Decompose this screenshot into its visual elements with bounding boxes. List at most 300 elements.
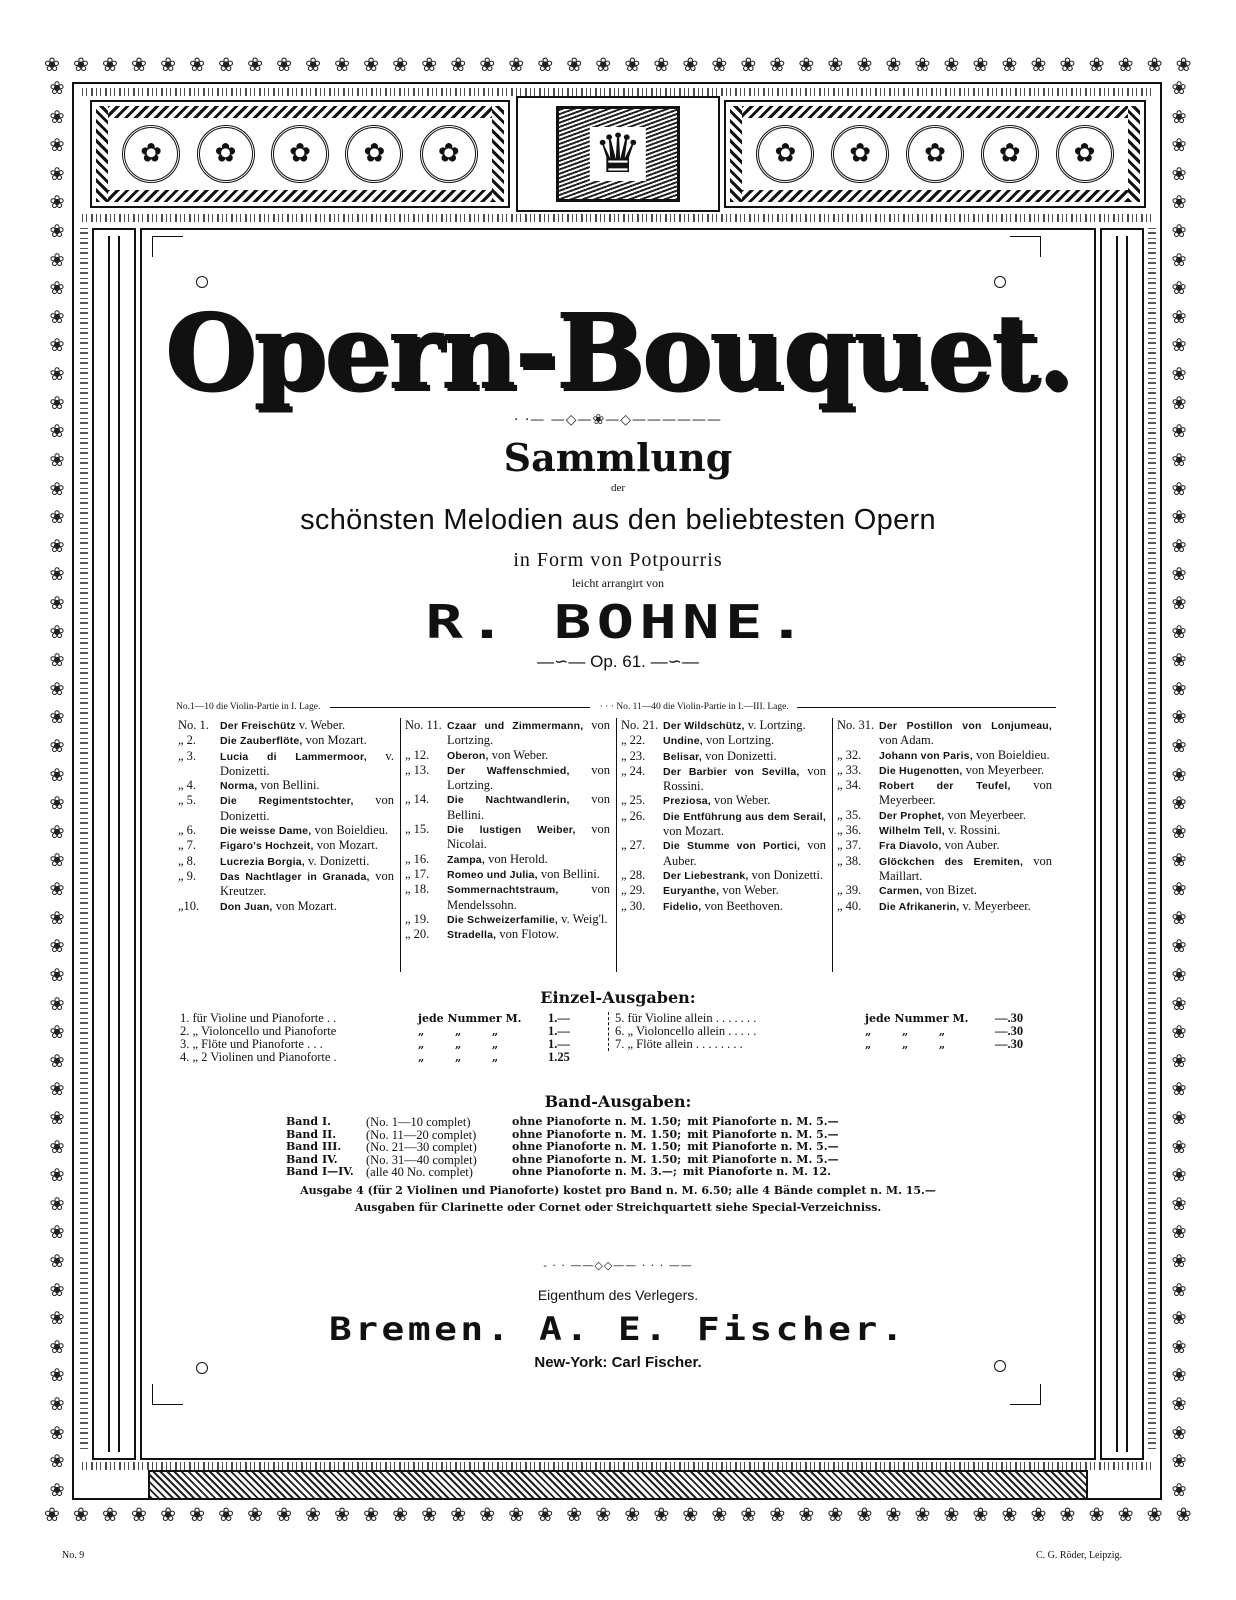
opera-item <box>621 883 826 898</box>
opus-number <box>0 652 1236 672</box>
opera-number: „ 38. <box>837 853 862 868</box>
scroll-rosette-icon <box>122 125 180 183</box>
subtitle-der: der <box>610 482 626 494</box>
opera-title: Zampa, <box>447 853 485 866</box>
opera-composer: von Nicolai. <box>447 822 610 852</box>
opera-number: „ 4. <box>178 778 197 793</box>
flower-icon: ❀ <box>160 54 176 76</box>
publisher-newyork: New-York: Carl Fischer. <box>534 1354 702 1371</box>
subtitle-arranged: leicht arrangirt von <box>572 576 664 590</box>
flower-icon: ❀ <box>49 936 65 958</box>
opera-item <box>405 748 610 763</box>
flower-icon: ❀ <box>595 54 612 76</box>
opera-item <box>178 733 394 748</box>
opera-composer: v. Weig'l. <box>558 911 608 926</box>
opus-dash-right: —∽— <box>645 652 699 671</box>
flower-icon: ❀ <box>595 1504 612 1526</box>
edition-per-number: „ „ „ <box>418 1051 499 1064</box>
edition-row <box>180 1012 600 1025</box>
opera-composer: v. Meyerbeer. <box>959 898 1031 913</box>
opera-item <box>621 718 826 733</box>
opera-entry <box>663 838 826 868</box>
opera-entry <box>663 868 826 883</box>
edition-row <box>180 1025 600 1038</box>
corner-bracket <box>1010 1384 1041 1405</box>
flower-icon: ❀ <box>1171 850 1187 872</box>
opera-title: Don Juan, <box>220 900 273 913</box>
flower-icon: ❀ <box>73 54 89 76</box>
flower-icon: ❀ <box>49 249 65 271</box>
band-range: (No. 11—20 complet) <box>366 1127 477 1142</box>
tick-strip-bottom <box>82 1462 1154 1470</box>
opera-entry <box>220 718 394 733</box>
opera-title: Czaar und Zimmermann, <box>447 720 584 732</box>
opera-entry <box>220 854 394 869</box>
opera-title: Oberon, <box>447 749 489 762</box>
edition-row <box>615 1038 1035 1051</box>
opera-number: „ 18. <box>405 882 430 897</box>
opera-entry <box>879 823 1052 838</box>
flower-icon: ❀ <box>1175 54 1192 76</box>
opera-title: Carmen, <box>879 885 923 898</box>
opera-item <box>621 809 826 839</box>
opera-composer: von Meyerbeer. <box>962 762 1045 777</box>
opera-composer: von Mozart. <box>313 838 378 853</box>
band-price-with: mit Pianoforte n. M. 12. <box>682 1165 831 1178</box>
band-range: (No. 31—40 complet) <box>366 1152 477 1167</box>
opera-title: Die weisse Dame, <box>220 825 312 838</box>
flower-icon: ❀ <box>1171 478 1187 500</box>
opera-title: Der Barbier von Sevilla, <box>663 765 800 778</box>
opera-composer: von Mozart. <box>663 824 725 839</box>
corner-bracket <box>152 1384 183 1405</box>
flower-icon: ❀ <box>1171 192 1187 214</box>
header-band-left <box>90 100 510 208</box>
opera-item <box>621 838 826 868</box>
opera-entry <box>447 867 610 882</box>
corner-bracket <box>1010 236 1041 257</box>
flower-icon: ❀ <box>49 1451 65 1473</box>
flower-icon: ❀ <box>363 1504 380 1526</box>
flower-icon: ❀ <box>1171 1308 1187 1330</box>
opera-title: Der Postillon von Lonjumeau, <box>879 720 1052 732</box>
opera-item <box>621 733 826 748</box>
flower-icon: ❀ <box>1171 592 1187 614</box>
edition-row <box>615 1012 1035 1025</box>
opera-composer: von Weber. <box>488 747 549 762</box>
edition-per-number: „ „ „ <box>865 1038 946 1051</box>
flower-icon: ❀ <box>49 449 65 471</box>
opera-number: „ 17. <box>405 866 430 881</box>
opera-title: Belisar, <box>663 750 702 763</box>
opera-composer: von Beethoven. <box>701 898 783 913</box>
flower-icon: ❀ <box>49 964 65 986</box>
band-name: Band II. <box>286 1127 337 1141</box>
opera-item <box>837 763 1052 778</box>
flower-icon: ❀ <box>798 1504 815 1526</box>
flower-icon: ❀ <box>711 54 728 76</box>
opera-item <box>405 852 610 867</box>
opera-number: „ 6. <box>178 823 197 838</box>
band-note-special: Ausgaben für Clarinette oder Cornet oder Streichquartett siehe Special-Verzeichniss. <box>354 1201 882 1214</box>
flower-icon: ❀ <box>102 1504 118 1526</box>
opera-column <box>400 718 610 972</box>
flower-icon: ❀ <box>49 306 65 328</box>
opera-item <box>405 912 610 927</box>
opera-entry <box>663 733 826 748</box>
opera-item <box>405 763 610 793</box>
corner-ring-icon <box>196 276 208 288</box>
opera-number: „ 7. <box>178 838 197 853</box>
flower-icon: ❀ <box>1171 1079 1187 1101</box>
scroll-rosette-icon <box>906 125 964 183</box>
rope-ornament <box>96 106 108 202</box>
scroll-ornaments <box>748 122 1122 186</box>
opera-entry <box>879 883 1052 898</box>
band-row <box>286 1141 839 1154</box>
scroll-ornaments <box>114 122 486 186</box>
opera-composer: von Bizet. <box>922 883 977 898</box>
flower-icon: ❀ <box>537 54 554 76</box>
flower-icon: ❀ <box>827 54 844 76</box>
flower-icon: ❀ <box>49 764 65 786</box>
flower-icon: ❀ <box>682 1504 699 1526</box>
edition-label: 3. „ Flöte und Pianoforte . . . <box>180 1038 323 1051</box>
flower-icon: ❀ <box>1030 54 1047 76</box>
opera-entry <box>220 749 394 779</box>
opera-entry <box>663 718 826 733</box>
flower-icon: ❀ <box>49 707 65 729</box>
flower-icon: ❀ <box>1171 135 1187 157</box>
scroll-rosette-icon <box>271 125 329 183</box>
opera-number: „ 12. <box>405 747 430 762</box>
opera-title: Wilhelm Tell, <box>879 825 945 838</box>
band-heading: Band-Ausgaben: <box>544 1092 692 1111</box>
flower-icon: ❀ <box>49 793 65 815</box>
opera-item <box>405 792 610 822</box>
flower-icon: ❀ <box>1171 278 1187 300</box>
band-range: (No. 21—30 complet) <box>366 1140 477 1154</box>
flower-border-bottom <box>44 1502 1192 1528</box>
opera-title: Der Freischütz <box>220 720 296 732</box>
flower-icon: ❀ <box>1171 764 1187 786</box>
flower-icon: ❀ <box>624 54 641 76</box>
opera-number: „ 36. <box>837 823 862 838</box>
opera-number: „ 34. <box>837 778 862 793</box>
opera-entry <box>663 899 826 914</box>
opera-number: No. 1. <box>178 718 209 732</box>
opera-title: Die Schweizerfamilie, <box>447 913 558 926</box>
opera-entry <box>663 793 826 808</box>
range-notes <box>176 700 1056 714</box>
opera-entry <box>447 792 610 822</box>
flower-icon: ❀ <box>49 106 65 128</box>
flower-icon: ❀ <box>885 1504 902 1526</box>
flower-icon: ❀ <box>769 1504 786 1526</box>
opera-entry <box>879 748 1052 763</box>
opera-entry <box>220 838 394 853</box>
band-price-without: ohne Pianoforte n. M. 3.—; <box>512 1165 677 1178</box>
flower-icon: ❀ <box>421 1504 438 1526</box>
band-row <box>286 1116 839 1129</box>
opera-item <box>178 899 394 914</box>
flower-icon: ❀ <box>218 1504 235 1526</box>
opus-text: Op. 61. <box>590 652 646 671</box>
opera-title: Die Zauberflöte, <box>220 735 303 748</box>
edition-label: 1. für Violine und Pianoforte . . <box>180 1012 337 1025</box>
flower-icon: ❀ <box>189 1504 205 1526</box>
range-rule <box>797 707 1056 708</box>
flower-icon: ❀ <box>1059 1504 1076 1526</box>
page-title: Opern-Bouquet. <box>164 290 1072 413</box>
opera-item <box>178 838 394 853</box>
opera-composer: von Adam. <box>879 733 934 748</box>
corner-bracket <box>152 236 183 257</box>
flower-icon: ❀ <box>1171 1050 1187 1072</box>
flower-icon: ❀ <box>624 1504 641 1526</box>
composer-name: R. BOHNE. <box>425 595 811 649</box>
edition-label: 4. „ 2 Violinen und Pianoforte . <box>180 1051 337 1064</box>
flower-icon: ❀ <box>885 54 902 76</box>
opera-item <box>621 793 826 808</box>
opera-item <box>405 822 610 852</box>
band-price-with: mit Pianoforte n. M. 5.— <box>687 1127 839 1141</box>
flower-icon: ❀ <box>1171 1222 1187 1244</box>
flower-icon: ❀ <box>392 54 409 76</box>
flower-icon: ❀ <box>49 993 65 1015</box>
flower-icon: ❀ <box>1171 936 1187 958</box>
flower-icon: ❀ <box>450 54 467 76</box>
tick-strip-upper <box>82 214 1154 222</box>
opera-number: „ 23. <box>621 748 646 763</box>
band-range: (No. 1—10 complet) <box>366 1115 471 1129</box>
flower-icon: ❀ <box>1171 507 1187 529</box>
publisher-divider: - · · ——◇◇—— · · · —— <box>543 1259 693 1272</box>
flower-icon: ❀ <box>247 54 264 76</box>
edition-price: 1.25 <box>548 1050 570 1064</box>
subtitle-line: schönsten Melodien aus den beliebtesten Opern <box>300 504 936 536</box>
flower-icon: ❀ <box>276 54 293 76</box>
opera-item <box>837 838 1052 853</box>
opera-item <box>405 882 610 912</box>
opera-composer: von Maillart. <box>879 853 1053 883</box>
flower-icon: ❀ <box>49 592 65 614</box>
opera-composer: v. Donizetti. <box>304 853 370 868</box>
opera-composer: von Donizetti. <box>701 748 777 763</box>
edition-price: —.30 <box>995 1037 1024 1051</box>
opera-title: Der Waffenschmied, <box>447 764 570 777</box>
flower-icon: ❀ <box>49 1107 65 1129</box>
flower-icon: ❀ <box>914 54 931 76</box>
flower-icon: ❀ <box>49 507 65 529</box>
flower-icon: ❀ <box>972 1504 989 1526</box>
flower-icon: ❀ <box>49 1365 65 1387</box>
opera-item <box>837 899 1052 914</box>
opera-title: Fidelio, <box>663 900 702 913</box>
flower-icon: ❀ <box>1171 821 1187 843</box>
flower-icon: ❀ <box>1171 535 1187 557</box>
flower-icon: ❀ <box>566 1504 583 1526</box>
edition-row <box>180 1051 600 1064</box>
flower-icon: ❀ <box>1001 1504 1018 1526</box>
opera-title: Glöckchen des Eremiten, <box>879 855 1024 868</box>
opera-title: Die Nachtwandlerin, <box>447 794 570 807</box>
band-table <box>286 1116 839 1179</box>
flower-icon: ❀ <box>49 335 65 357</box>
opera-title: Norma, <box>220 780 258 793</box>
bottom-ornament-band <box>148 1470 1088 1500</box>
opera-number: „ 2. <box>178 733 197 748</box>
edition-per-number: „ „ „ <box>418 1038 499 1051</box>
opera-composer: von Mendelssohn. <box>447 882 610 912</box>
opera-entry <box>879 763 1052 778</box>
rope-ornament <box>96 106 504 118</box>
opera-title: Sommernachtstraum, <box>447 884 559 897</box>
opera-composer: von Bellini. <box>537 866 600 881</box>
flower-icon: ❀ <box>189 54 205 76</box>
scroll-rosette-icon <box>831 125 889 183</box>
opera-entry <box>879 718 1052 748</box>
flower-icon: ❀ <box>1171 1022 1187 1044</box>
opera-entry <box>879 778 1052 808</box>
opera-composer: von Lortzing. <box>447 718 610 748</box>
opera-number: „ 29. <box>621 883 646 898</box>
opera-column <box>832 718 1052 972</box>
flower-icon: ❀ <box>49 192 65 214</box>
flower-icon: ❀ <box>479 1504 496 1526</box>
opera-number: „ 5. <box>178 793 197 808</box>
flower-icon: ❀ <box>49 1250 65 1272</box>
flower-icon: ❀ <box>1171 736 1187 758</box>
flower-icon: ❀ <box>49 78 65 99</box>
opera-entry <box>220 778 394 793</box>
flower-icon: ❀ <box>49 621 65 643</box>
opera-composer: von Flotow. <box>496 927 560 942</box>
opera-number: „ 39. <box>837 883 862 898</box>
opera-title: Die Stumme von Portici, <box>663 840 801 853</box>
flower-icon: ❀ <box>334 54 351 76</box>
opera-entry <box>220 823 394 838</box>
opera-item <box>837 883 1052 898</box>
flower-icon: ❀ <box>508 1504 525 1526</box>
opera-entry <box>879 854 1052 884</box>
flower-icon: ❀ <box>276 1504 293 1526</box>
opera-number: „ 27. <box>621 838 646 853</box>
opera-composer: von Boieldieu. <box>311 823 389 838</box>
flower-icon: ❀ <box>421 54 438 76</box>
flower-icon: ❀ <box>49 1193 65 1215</box>
opera-composer: von Weber. <box>710 793 771 808</box>
flower-icon: ❀ <box>827 1504 844 1526</box>
flower-icon: ❀ <box>856 1504 873 1526</box>
opera-entry <box>447 852 610 867</box>
opera-number: „ 9. <box>178 868 197 883</box>
opera-composer: von Donizetti. <box>748 867 824 882</box>
flower-icon: ❀ <box>131 1504 147 1526</box>
flower-icon: ❀ <box>1175 1504 1192 1526</box>
band-price-without: ohne Pianoforte n. M. 1.50; <box>512 1115 682 1128</box>
publisher-name: Bremen. A. E. Fischer. <box>328 1310 908 1348</box>
flower-icon: ❀ <box>49 364 65 386</box>
flower-icon: ❀ <box>44 54 60 76</box>
opera-composer: v. Rossini. <box>944 823 1001 838</box>
opera-title: Die lustigen Weiber, <box>447 824 576 837</box>
publisher-rights: Eigenthum des Verlegers. <box>537 1287 699 1303</box>
flower-icon: ❀ <box>49 1479 65 1501</box>
opera-title: Fra Diavolo, <box>879 840 942 853</box>
corner-ring-icon <box>994 276 1006 288</box>
flower-icon: ❀ <box>1146 1504 1163 1526</box>
opera-entry <box>220 869 394 899</box>
flower-icon: ❀ <box>1117 1504 1134 1526</box>
band-name: Band I—IV. <box>286 1165 354 1178</box>
flower-icon: ❀ <box>49 1022 65 1044</box>
flower-icon: ❀ <box>160 1504 176 1526</box>
muse-figure-icon: ♛ <box>590 127 646 181</box>
band-price-with: mit Pianoforte n. M. 5.— <box>687 1140 839 1153</box>
flower-icon: ❀ <box>73 1504 89 1526</box>
opera-item <box>405 867 610 882</box>
center-vignette <box>516 96 720 212</box>
opera-composer: von Rossini. <box>663 763 826 794</box>
opera-entry <box>447 718 610 748</box>
edition-price: 1.— <box>548 1024 570 1038</box>
flower-icon: ❀ <box>653 1504 670 1526</box>
opera-composer: von Boieldieu. <box>972 747 1050 762</box>
opera-item <box>178 869 394 899</box>
opera-item <box>837 808 1052 823</box>
flower-icon: ❀ <box>363 54 380 76</box>
flower-icon: ❀ <box>1171 678 1187 700</box>
opera-number: „ 3. <box>178 748 197 763</box>
printer-credit: C. G. Röder, Leipzig. <box>1036 1550 1122 1561</box>
opera-title: Robert der Teufel, <box>879 780 1011 793</box>
flower-icon: ❀ <box>49 879 65 901</box>
flower-icon: ❀ <box>1171 1193 1187 1215</box>
flower-icon: ❀ <box>508 54 525 76</box>
flower-icon: ❀ <box>972 54 989 76</box>
opera-list <box>176 718 1056 972</box>
opera-number: „ 16. <box>405 851 430 866</box>
opera-title: Romeo und Julia, <box>447 868 538 881</box>
opera-number: „ 25. <box>621 793 646 808</box>
flower-icon: ❀ <box>49 1308 65 1330</box>
opera-title: Die Afrikanerin, <box>879 900 960 913</box>
opera-composer: von Meyerbeer. <box>944 807 1026 822</box>
opera-composer: von Kreutzer. <box>220 868 394 899</box>
opera-number: „ 32. <box>837 747 862 762</box>
scroll-rosette-icon <box>197 125 255 183</box>
opera-item <box>178 793 394 823</box>
edition-price: 1.— <box>548 1037 570 1051</box>
flower-border-top <box>44 52 1192 78</box>
opera-number: „ 37. <box>837 838 862 853</box>
band-price-without: ohne Pianoforte n. M. 1.50; <box>512 1152 682 1166</box>
flower-icon: ❀ <box>1171 707 1187 729</box>
edition-price: —.30 <box>995 1024 1024 1038</box>
flower-icon: ❀ <box>1171 1365 1187 1387</box>
band-price-without: ohne Pianoforte n. M. 1.50; <box>512 1140 682 1153</box>
opera-composer: von Auber. <box>941 838 1000 853</box>
opera-title: Das Nachtlager in Granada, <box>220 870 370 883</box>
opera-number: „ 8. <box>178 853 197 868</box>
flower-icon: ❀ <box>653 54 670 76</box>
opera-item <box>837 718 1052 748</box>
edition-row <box>180 1038 600 1051</box>
flower-icon: ❀ <box>740 54 757 76</box>
opera-composer: von Meyerbeer. <box>879 778 1052 808</box>
flower-icon: ❀ <box>49 1050 65 1072</box>
